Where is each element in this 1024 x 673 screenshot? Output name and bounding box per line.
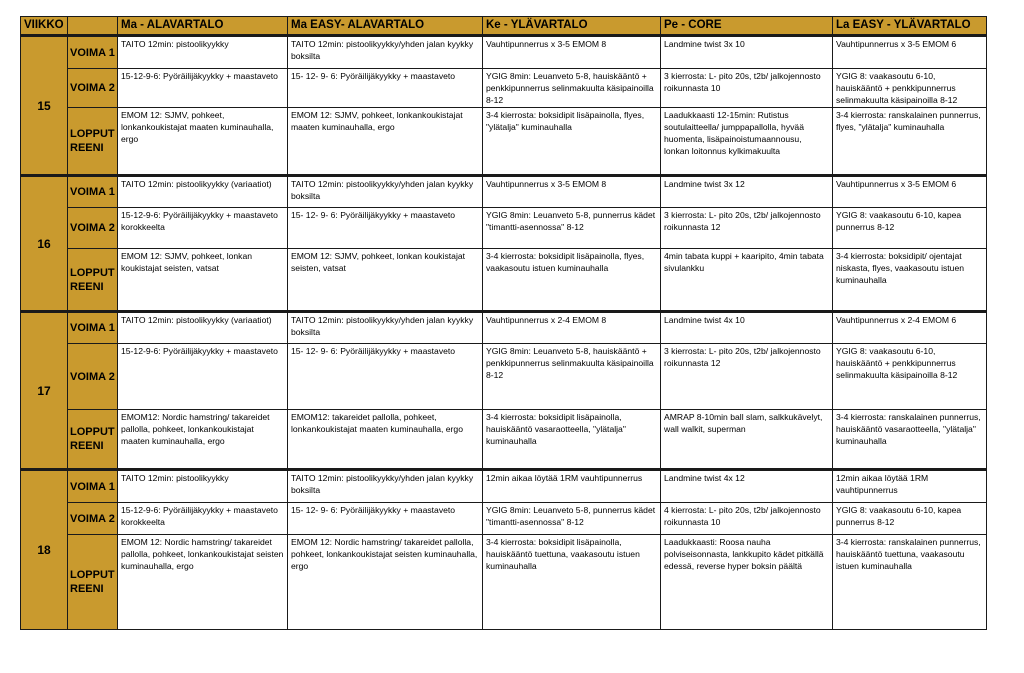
week-number: 18	[21, 470, 68, 630]
session-type: VOIMA 2	[68, 344, 118, 410]
exercise-cell: Landmine twist 3x 10	[661, 36, 833, 69]
exercise-cell: 3-4 kierrosta: boksidipit lisäpainolla, hauiskääntö vasaraotteella, "ylätalja" kuminauhalla	[483, 410, 661, 470]
exercise-cell: Laadukkaasti 12-15min: Rutistus soutulaitteella/ jumppapallolla, hyvää huomenta, lisäpainoistumaannousu, lonkan loitonnus kylkimakuulta	[661, 108, 833, 176]
exercise-cell: TAITO 12min: pistoolikyykky	[118, 36, 288, 69]
schedule-row	[21, 176, 987, 208]
exercise-cell: EMOM12: Nordic hamstring/ takareidet pallolla, pohkeet, lonkankoukistajat maaten kuminauhalla, ergo	[118, 410, 288, 470]
exercise-cell: TAITO 12min: pistoolikyykky/yhden jalan kyykky boksilta	[288, 176, 483, 208]
exercise-cell: Vauhtipunnerrus x 2-4 EMOM 8	[483, 312, 661, 344]
schedule-row	[21, 503, 987, 535]
exercise-cell: 3 kierrosta: L- pito 20s, t2b/ jalkojennosto roikunnasta 12	[661, 344, 833, 410]
header-friday: Pe - CORE	[661, 17, 833, 36]
exercise-cell: YGIG 8min: Leuanveto 5-8, punnerrus kädet "timantti-asennossa" 8-12	[483, 208, 661, 249]
exercise-cell: 15-12-9-6: Pyöräilijäkyykky + maastaveto korokkeelta	[118, 208, 288, 249]
exercise-cell: Landmine twist 4x 12	[661, 470, 833, 503]
exercise-cell: 12min aikaa löytää 1RM vauhtipunnerrus	[483, 470, 661, 503]
exercise-cell: 3-4 kierrosta: ranskalainen punnerrus, hauiskääntö vasaraotteella, "ylätalja" kuminauhalla	[833, 410, 987, 470]
schedule-row	[21, 108, 987, 176]
exercise-cell: YGIG 8: vaakasoutu 6-10, kapea punnerrus 8-12	[833, 208, 987, 249]
exercise-cell: TAITO 12min: pistoolikyykky/yhden jalan kyykky boksilta	[288, 312, 483, 344]
header-wednesday: Ke - YLÄVARTALO	[483, 17, 661, 36]
header-week: VIIKKO	[21, 17, 68, 36]
exercise-cell: Vauhtipunnerrus x 3-5 EMOM 8	[483, 176, 661, 208]
exercise-cell: EMOM 12: SJMV, pohkeet, lonkankoukistajat maaten kuminauhalla, ergo	[118, 108, 288, 176]
exercise-cell: Vauhtipunnerrus x 3-5 EMOM 6	[833, 176, 987, 208]
exercise-cell: AMRAP 8-10min ball slam, salkkukävelyt, wall walkit, superman	[661, 410, 833, 470]
exercise-cell: YGIG 8: vaakasoutu 6-10, hauiskääntö + penkkipunnerrus selinmakuulta käsipainoilla 8-12	[833, 344, 987, 410]
exercise-cell: 15-12-9-6: Pyöräilijäkyykky + maastaveto korokkeelta	[118, 503, 288, 535]
exercise-cell: Landmine twist 4x 10	[661, 312, 833, 344]
exercise-cell: TAITO 12min: pistoolikyykky (variaatiot)	[118, 312, 288, 344]
exercise-cell: 3-4 kierrosta: ranskalainen punnerrus, hauiskääntö tuettuna, vaakasoutu istuen kuminauhalla	[833, 535, 987, 630]
exercise-cell: TAITO 12min: pistoolikyykky (variaatiot)	[118, 176, 288, 208]
schedule-row	[21, 208, 987, 249]
session-type: VOIMA 2	[68, 208, 118, 249]
header-saturday-easy: La EASY - YLÄVARTALO	[833, 17, 987, 36]
session-type: VOIMA 2	[68, 69, 118, 108]
exercise-cell: EMOM 12: SJMV, pohkeet, lonkan koukistajat seisten, vatsat	[288, 249, 483, 312]
session-type: VOIMA 2	[68, 503, 118, 535]
session-type: LOPPUT REENI	[68, 108, 118, 176]
exercise-cell: 4 kierrosta: L- pito 20s, t2b/ jalkojennosto roikunnasta 10	[661, 503, 833, 535]
exercise-cell: Vauhtipunnerrus x 2-4 EMOM 6	[833, 312, 987, 344]
exercise-cell: 4min tabata kuppi + kaaripito, 4min tabata sivulankku	[661, 249, 833, 312]
schedule-row	[21, 69, 987, 108]
exercise-cell: 12min aikaa löytää 1RM vauhtipunnerrus	[833, 470, 987, 503]
exercise-cell: 3-4 kierrosta: boksidipit lisäpainolla, flyes, vaakasoutu istuen kuminauhalla	[483, 249, 661, 312]
week-number: 17	[21, 312, 68, 470]
exercise-cell: 3-4 kierrosta: boksidipit lisäpainolla, flyes, "ylätalja" kuminauhalla	[483, 108, 661, 176]
header-monday: Ma - ALAVARTALO	[118, 17, 288, 36]
schedule-row	[21, 36, 987, 69]
exercise-cell: EMOM 12: Nordic hamstring/ takareidet pallolla, pohkeet, lonkankoukistajat seisten kuminauhalla, ergo	[118, 535, 288, 630]
exercise-cell: TAITO 12min: pistoolikyykky/yhden jalan kyykky boksilta	[288, 470, 483, 503]
schedule-body	[21, 36, 987, 630]
session-type: VOIMA 1	[68, 176, 118, 208]
session-type: VOIMA 1	[68, 470, 118, 503]
exercise-cell: 3-4 kierrosta: boksidipit/ ojentajat niskasta, flyes, vaakasoutu istuen kuminauhalla	[833, 249, 987, 312]
training-schedule-table	[20, 16, 987, 630]
exercise-cell: YGIG 8min: Leuanveto 5-8, punnerrus kädet "timantti-asennossa" 8-12	[483, 503, 661, 535]
header-monday-easy: Ma EASY- ALAVARTALO	[288, 17, 483, 36]
exercise-cell: EMOM 12: Nordic hamstring/ takareidet pallolla, pohkeet, lonkankoukistajat seisten kuminauhalla, ergo	[288, 535, 483, 630]
session-type: LOPPUT REENI	[68, 249, 118, 312]
exercise-cell: 15- 12- 9- 6: Pyöräilijäkyykky + maastaveto	[288, 208, 483, 249]
exercise-cell: 15- 12- 9- 6: Pyöräilijäkyykky + maastaveto	[288, 69, 483, 108]
exercise-cell: YGIG 8min: Leuanveto 5-8, hauiskääntö + penkkipunnerrus selinmakuulta käsipainoilla 8-12	[483, 344, 661, 410]
exercise-cell: 15-12-9-6: Pyöräilijäkyykky + maastaveto	[118, 344, 288, 410]
schedule-row	[21, 249, 987, 312]
schedule-row	[21, 344, 987, 410]
exercise-cell: EMOM12: takareidet pallolla, pohkeet, lonkankoukistajat maaten kuminauhalla, ergo	[288, 410, 483, 470]
exercise-cell: 3-4 kierrosta: ranskalainen punnerrus, flyes, "ylätalja" kuminauhalla	[833, 108, 987, 176]
session-type: VOIMA 1	[68, 312, 118, 344]
schedule-row	[21, 535, 987, 630]
exercise-cell: Laadukkaasti: Roosa nauha polviseisonnasta, lankkupito kädet pitkällä edessä, reverse hyper boksin päältä	[661, 535, 833, 630]
exercise-cell: TAITO 12min: pistoolikyykky/yhden jalan kyykky boksilta	[288, 36, 483, 69]
schedule-row	[21, 410, 987, 470]
session-type: LOPPUT REENI	[68, 410, 118, 470]
exercise-cell: 3 kierrosta: L- pito 20s, t2b/ jalkojennosto roikunnasta 12	[661, 208, 833, 249]
exercise-cell: TAITO 12min: pistoolikyykky	[118, 470, 288, 503]
exercise-cell: 15-12-9-6: Pyöräilijäkyykky + maastaveto	[118, 69, 288, 108]
exercise-cell: Vauhtipunnerrus x 3-5 EMOM 8	[483, 36, 661, 69]
exercise-cell: EMOM 12: SJMV, pohkeet, lonkan koukistajat seisten, vatsat	[118, 249, 288, 312]
exercise-cell: Landmine twist 3x 12	[661, 176, 833, 208]
schedule-row	[21, 470, 987, 503]
week-number: 16	[21, 176, 68, 312]
exercise-cell: EMOM 12: SJMV, pohkeet, lonkankoukistajat maaten kuminauhalla, ergo	[288, 108, 483, 176]
schedule-row	[21, 312, 987, 344]
exercise-cell: YGIG 8: vaakasoutu 6-10, kapea punnerrus 8-12	[833, 503, 987, 535]
header-type	[68, 17, 118, 36]
exercise-cell: 3 kierrosta: L- pito 20s, t2b/ jalkojennosto roikunnasta 10	[661, 69, 833, 108]
session-type: LOPPUT REENI	[68, 535, 118, 630]
exercise-cell: YGIG 8: vaakasoutu 6-10, hauiskääntö + penkkipunnerrus selinmakuulta käsipainoilla 8-12	[833, 69, 987, 108]
exercise-cell: Vauhtipunnerrus x 3-5 EMOM 6	[833, 36, 987, 69]
exercise-cell: 15- 12- 9- 6: Pyöräilijäkyykky + maastaveto	[288, 503, 483, 535]
session-type: VOIMA 1	[68, 36, 118, 69]
exercise-cell: 3-4 kierrosta: boksidipit lisäpainolla, hauiskääntö tuettuna, vaakasoutu istuen kuminauhalla	[483, 535, 661, 630]
exercise-cell: YGIG 8min: Leuanveto 5-8, hauiskääntö + penkkipunnerrus selinmakuulta käsipainoilla 8-12	[483, 69, 661, 108]
header-row	[21, 17, 987, 36]
exercise-cell: 15- 12- 9- 6: Pyöräilijäkyykky + maastaveto	[288, 344, 483, 410]
week-number: 15	[21, 36, 68, 176]
